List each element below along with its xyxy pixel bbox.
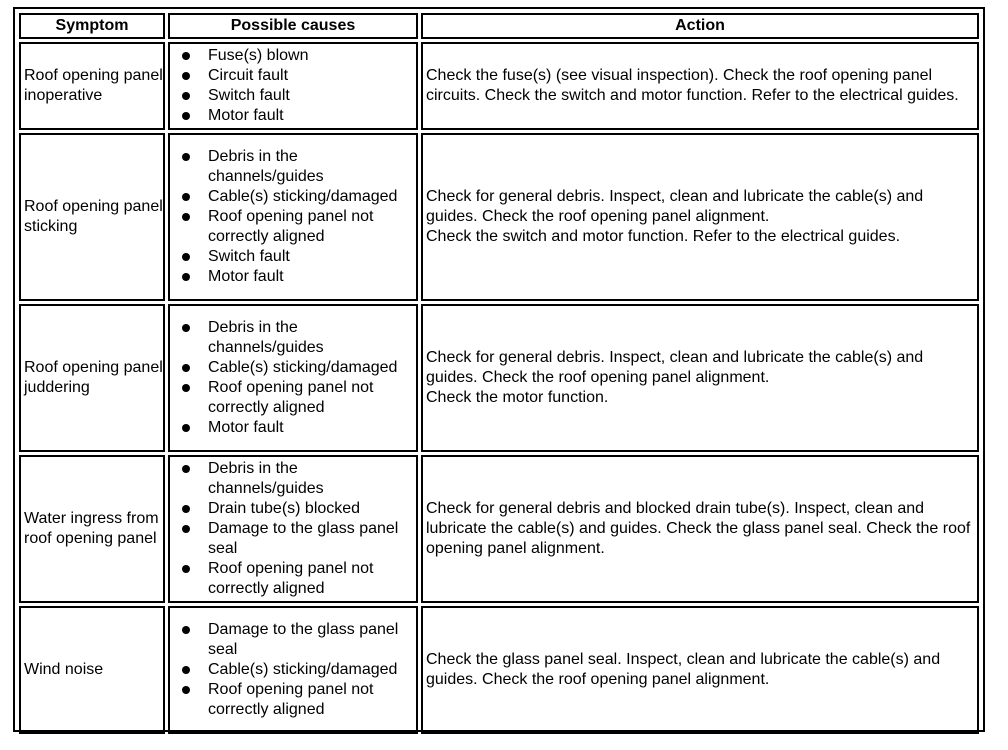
- action-text: Check for general debris. Inspect, clean and lubricate the cable(s) and guides. Check the roof opening panel alignment.: [426, 349, 924, 386]
- cause-item: Debris in the channels/guides: [208, 318, 416, 358]
- action-text: Check the switch and motor function. Refer to the electrical guides.: [426, 228, 901, 245]
- table-row: [19, 304, 979, 452]
- diagnostic-table: [16, 10, 982, 737]
- causes-cell: [168, 304, 418, 452]
- action-text: Check for general debris. Inspect, clean and lubricate the cable(s) and guides. Check the roof opening panel alignment.: [426, 188, 924, 225]
- cause-item: Circuit fault: [208, 66, 416, 86]
- cause-item: Roof opening panel not correctly aligned: [208, 378, 416, 418]
- cause-item: Damage to the glass panel seal: [208, 519, 416, 559]
- action-cell: [421, 42, 979, 130]
- action-cell: [421, 304, 979, 452]
- symptom-cell: Roof opening panel juddering: [19, 304, 165, 452]
- cause-item: Cable(s) sticking/damaged: [208, 660, 416, 680]
- cause-item: Cable(s) sticking/damaged: [208, 358, 416, 378]
- cause-item: Roof opening panel not correctly aligned: [208, 559, 416, 599]
- cause-item: Roof opening panel not correctly aligned: [208, 207, 416, 247]
- symptom-cell: Roof opening panel sticking: [19, 133, 165, 301]
- table-row: [19, 606, 979, 734]
- cause-item: Motor fault: [208, 418, 416, 438]
- symptom-cell: Water ingress from roof opening panel: [19, 455, 165, 603]
- symptom-cell: Roof opening panel inoperative: [19, 42, 165, 130]
- cause-item: Debris in the channels/guides: [208, 459, 416, 499]
- action-text: Check the fuse(s) (see visual inspection). Check the roof opening panel circuits. Check the switch and motor function. Refer to the electrical guides.: [426, 67, 959, 104]
- table-row: [19, 455, 979, 603]
- action-cell: [421, 455, 979, 603]
- cause-item: Switch fault: [208, 86, 416, 106]
- action-text: Check the glass panel seal. Inspect, clean and lubricate the cable(s) and guides. Check the roof opening panel alignment.: [426, 651, 941, 688]
- cause-item: Debris in the channels/guides: [208, 147, 416, 187]
- causes-list: [175, 459, 416, 599]
- causes-cell: [168, 606, 418, 734]
- causes-list: [175, 318, 416, 438]
- cause-item: Damage to the glass panel seal: [208, 620, 416, 660]
- causes-cell: [168, 42, 418, 130]
- action-cell: [421, 606, 979, 734]
- table-row: [19, 133, 979, 301]
- cause-item: Motor fault: [208, 267, 416, 287]
- header-symptom: Symptom: [19, 13, 165, 39]
- causes-list: [175, 620, 416, 720]
- causes-cell: [168, 133, 418, 301]
- cause-item: Roof opening panel not correctly aligned: [208, 680, 416, 720]
- header-action: Action: [421, 13, 979, 39]
- table-row: [19, 42, 979, 130]
- causes-list: [175, 46, 416, 126]
- header-row: [19, 13, 979, 39]
- cause-item: Drain tube(s) blocked: [208, 499, 416, 519]
- cause-item: Switch fault: [208, 247, 416, 267]
- symptom-cell: Wind noise: [19, 606, 165, 734]
- action-cell: [421, 133, 979, 301]
- header-possible-causes: Possible causes: [168, 13, 418, 39]
- action-text: Check for general debris and blocked drain tube(s). Inspect, clean and lubricate the cable(s) and guides. Check the glass panel seal. Check the roof opening panel alignment.: [426, 500, 971, 557]
- causes-cell: [168, 455, 418, 603]
- cause-item: Cable(s) sticking/damaged: [208, 187, 416, 207]
- causes-list: [175, 147, 416, 287]
- cause-item: Motor fault: [208, 106, 416, 126]
- diagnostic-table-frame: [13, 7, 985, 732]
- action-text: Check the motor function.: [426, 389, 609, 406]
- cause-item: Fuse(s) blown: [208, 46, 416, 66]
